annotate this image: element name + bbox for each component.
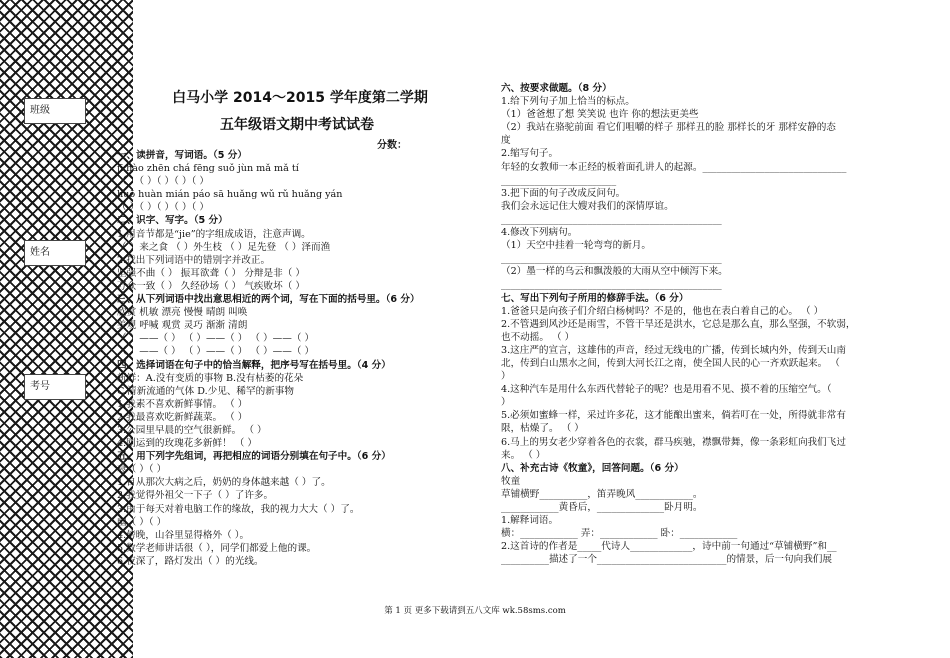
right-line: 度 (501, 135, 511, 147)
right-line: ____________黄昏后，______________卧月明。 (501, 502, 703, 513)
right-line: 草铺横野__________，笛弄晚风____________。 (501, 488, 703, 500)
right-line: 1.爸爸只是向孩子们介绍白杨树吗？不是的，他也在表白着自己的心。 （ ） (501, 305, 824, 317)
left-line: 坚强不曲（ ） 振耳欲聋（ ） 分辩是非（ ） (117, 267, 305, 279)
right-line: ______________________________________________ (501, 279, 722, 291)
right-line: ） (501, 397, 511, 409)
left-line: 6.夜深了，路灯发出（ ）的光线。 (117, 555, 264, 567)
right-line: ______________________________________________ (501, 213, 722, 225)
exam-subtitle: 五年级语文期中考试试卷 (220, 117, 374, 133)
right-line: 1.给下列句子加上恰当的标点。 (501, 96, 635, 108)
right-line: 2.不管遇到风沙还是雨雪，不管干旱还是洪水，它总是那么直，那么坚强，不软弱， (501, 318, 856, 330)
right-line: 七、写出下列句子所用的修辞手法。（6 分） (501, 292, 689, 304)
left-line: 2.我最喜欢吃新鲜蔬菜。 （ ） (117, 411, 248, 423)
right-line: 4.修改下列病句。 (501, 227, 578, 239)
right-line: ______________________________________________ (501, 253, 722, 265)
left-line: 1.自从那次大病之后，奶奶的身体越来越（ ）了。 (117, 477, 331, 489)
cross-hatch-margin (0, 0, 133, 658)
right-line: 1.解释词语。 (501, 515, 559, 527)
left-line: （ ）——（ ） （ ）——（ ） （ ）——（ ） (117, 346, 315, 358)
right-line: 八、补充古诗《牧童》，回答问题。（6 分） (501, 462, 684, 474)
left-line: （ ）（ ）（ ）（ ）（ ） (117, 202, 209, 214)
right-line: 横：____________ 弄：____________ 卧：____________ (501, 528, 738, 540)
left-line: 3.由于每天对着电脑工作的缘故，我的视力大大（ ）了。 (117, 503, 360, 515)
right-line: ________________________ (501, 174, 617, 186)
left-line: 4.刚运到的玫瑰花多新鲜！ （ ） (117, 438, 257, 450)
left-line: 幽（ ）（ ） (117, 516, 167, 528)
right-line: （1）爸爸想了想 笑笑说 也许 你的想法更美些 (501, 109, 699, 121)
class-field (24, 98, 86, 124)
id-label: 考号 (30, 381, 50, 392)
left-line: jī hào zhēn chá fēng suǒ jùn mǎ mǎ tí (117, 163, 299, 175)
class-label: 班级 (30, 105, 50, 116)
left-column (117, 150, 457, 569)
left-line: 1.用音节都是“jie”的字组成成语，注意声调。 (117, 228, 311, 240)
left-line: C.清新流通的气体 D.少见、稀罕的新事物 (117, 385, 294, 397)
right-line: 限，枯燥了。 （ ） (501, 423, 584, 435)
left-line: 一、读拼音，写词语。（5 分） (117, 150, 247, 161)
left-line: 3.公园里早晨的空气很新鲜。 （ ） (117, 424, 267, 436)
right-line: 牧童 (501, 475, 521, 487)
right-line: 我们会永远记住大嫂对我们的深情厚谊。 (501, 200, 674, 212)
left-line: 欣赏 机敏 漂亮 慢慢 晴朗 叫唤 (117, 307, 248, 319)
right-line: ） (501, 371, 511, 383)
right-line: 北，传到白山黑水之间，传到大河长江之南，使全国人民的心一齐欢跃起来。 （ (501, 357, 840, 369)
right-line: 6.马上的男女老少穿着各色的衣裳，群马疾驰，襟飘带舞，像一条彩虹向我们飞过 (501, 436, 846, 448)
right-line: 3.这庄严的宣言，这雄伟的声音，经过无线电的广播，传到长城内外，传到天山南 (501, 344, 846, 356)
left-line: （ ）（ ）（ ）（ ）（ ） (117, 176, 209, 188)
left-line: 二、识字、写字。（5 分） (117, 215, 228, 227)
left-line: 万众一致（ ） 久经砂场（ ） 气疾败坏（ ） (117, 280, 305, 292)
name-label: 姓名 (30, 247, 50, 258)
right-line: 5.必须如蜜蜂一样，采过许多花，这才能酿出蜜来，倘若叮在一处，所得就非常有 (501, 410, 846, 422)
left-line: 美观 呼喊 观赏 灵巧 渐渐 清朗 (117, 320, 248, 332)
right-line: 2.缩写句子。 (501, 148, 559, 160)
left-line: 1.我素不喜欢新鲜事情。 （ ） (117, 398, 248, 410)
left-line: 2.我觉得外祖父一下子（ ）了许多。 (117, 490, 274, 502)
left-line: 2.找出下列词语中的错别字并改正。 (117, 254, 271, 266)
left-line: 4.傍晚，山谷里显得格外（ ）。 (117, 529, 250, 541)
left-line: 五、用下列字先组词，再把相应的词语分别填在句子中。（6 分） (117, 451, 391, 463)
left-line: （ ）来之食 （ ）外生枝 （ ）足先登 （ ）泽而渔 (117, 241, 331, 253)
left-line: 5.数学老师讲话很（ ），同学们都爱上他的课。 (117, 542, 317, 554)
exam-title: 白马小学 2014～2015 学年度第二学期 (172, 90, 428, 106)
left-line: 衰（ ）（ ） (117, 464, 167, 476)
left-line: （ ）——（ ） （ ）——（ ） （ ）——（ ） (117, 333, 315, 345)
right-line: （1）天空中挂着一轮弯弯的新月。 (501, 240, 652, 252)
name-field (24, 240, 86, 266)
id-field (24, 374, 86, 400)
left-line: huō huàn mián páo sā huǎng wǔ rǔ huǎng yán (117, 189, 343, 201)
page-footer: 第 1 页 更多下载请到五八文库 wk.58sms.com (384, 606, 566, 616)
right-line: （2）我站在骆驼前面 看它们咀嚼的样子 那样丑的脸 那样长的牙 那样安静的态 (501, 122, 836, 134)
right-line: 来。 （ ） (501, 449, 546, 461)
right-line: 六、按要求做题。（8 分） (501, 83, 612, 94)
right-column (501, 83, 883, 567)
right-line: 2.这首诗的作者是_____代诗人_____________，诗中前一句通过“草铺横野”和__ (501, 541, 837, 553)
left-line: 三、从下列词语中找出意思相近的两个词，写在下面的括号里。（6 分） (117, 294, 420, 306)
left-line: 四、选择词语在句子中的恰当解释，把序号写在括号里。（4 分） (117, 359, 391, 371)
score-label: 分数： (377, 140, 407, 151)
right-line: __________描述了一个___________________________的情景，后一句向我们展 (501, 554, 832, 566)
right-line: 年轻的女教师一本正经的板着面孔讲人的起源。______________________________ (501, 161, 847, 173)
left-line: 新鲜：A.没有变质的事物 B.没有枯萎的花朵 (117, 372, 304, 384)
right-line: 3.把下面的句子改成反问句。 (501, 187, 626, 199)
right-line: 也不动摇。 （ ） (501, 331, 575, 343)
right-line: （2）墨一样的乌云和飘泼般的大雨从空中倾泻下来。 (501, 266, 728, 278)
right-line: 4.这种汽车是用什么东西代替轮子的呢？也是用看不见、摸不着的压缩空气。（ (501, 384, 832, 396)
